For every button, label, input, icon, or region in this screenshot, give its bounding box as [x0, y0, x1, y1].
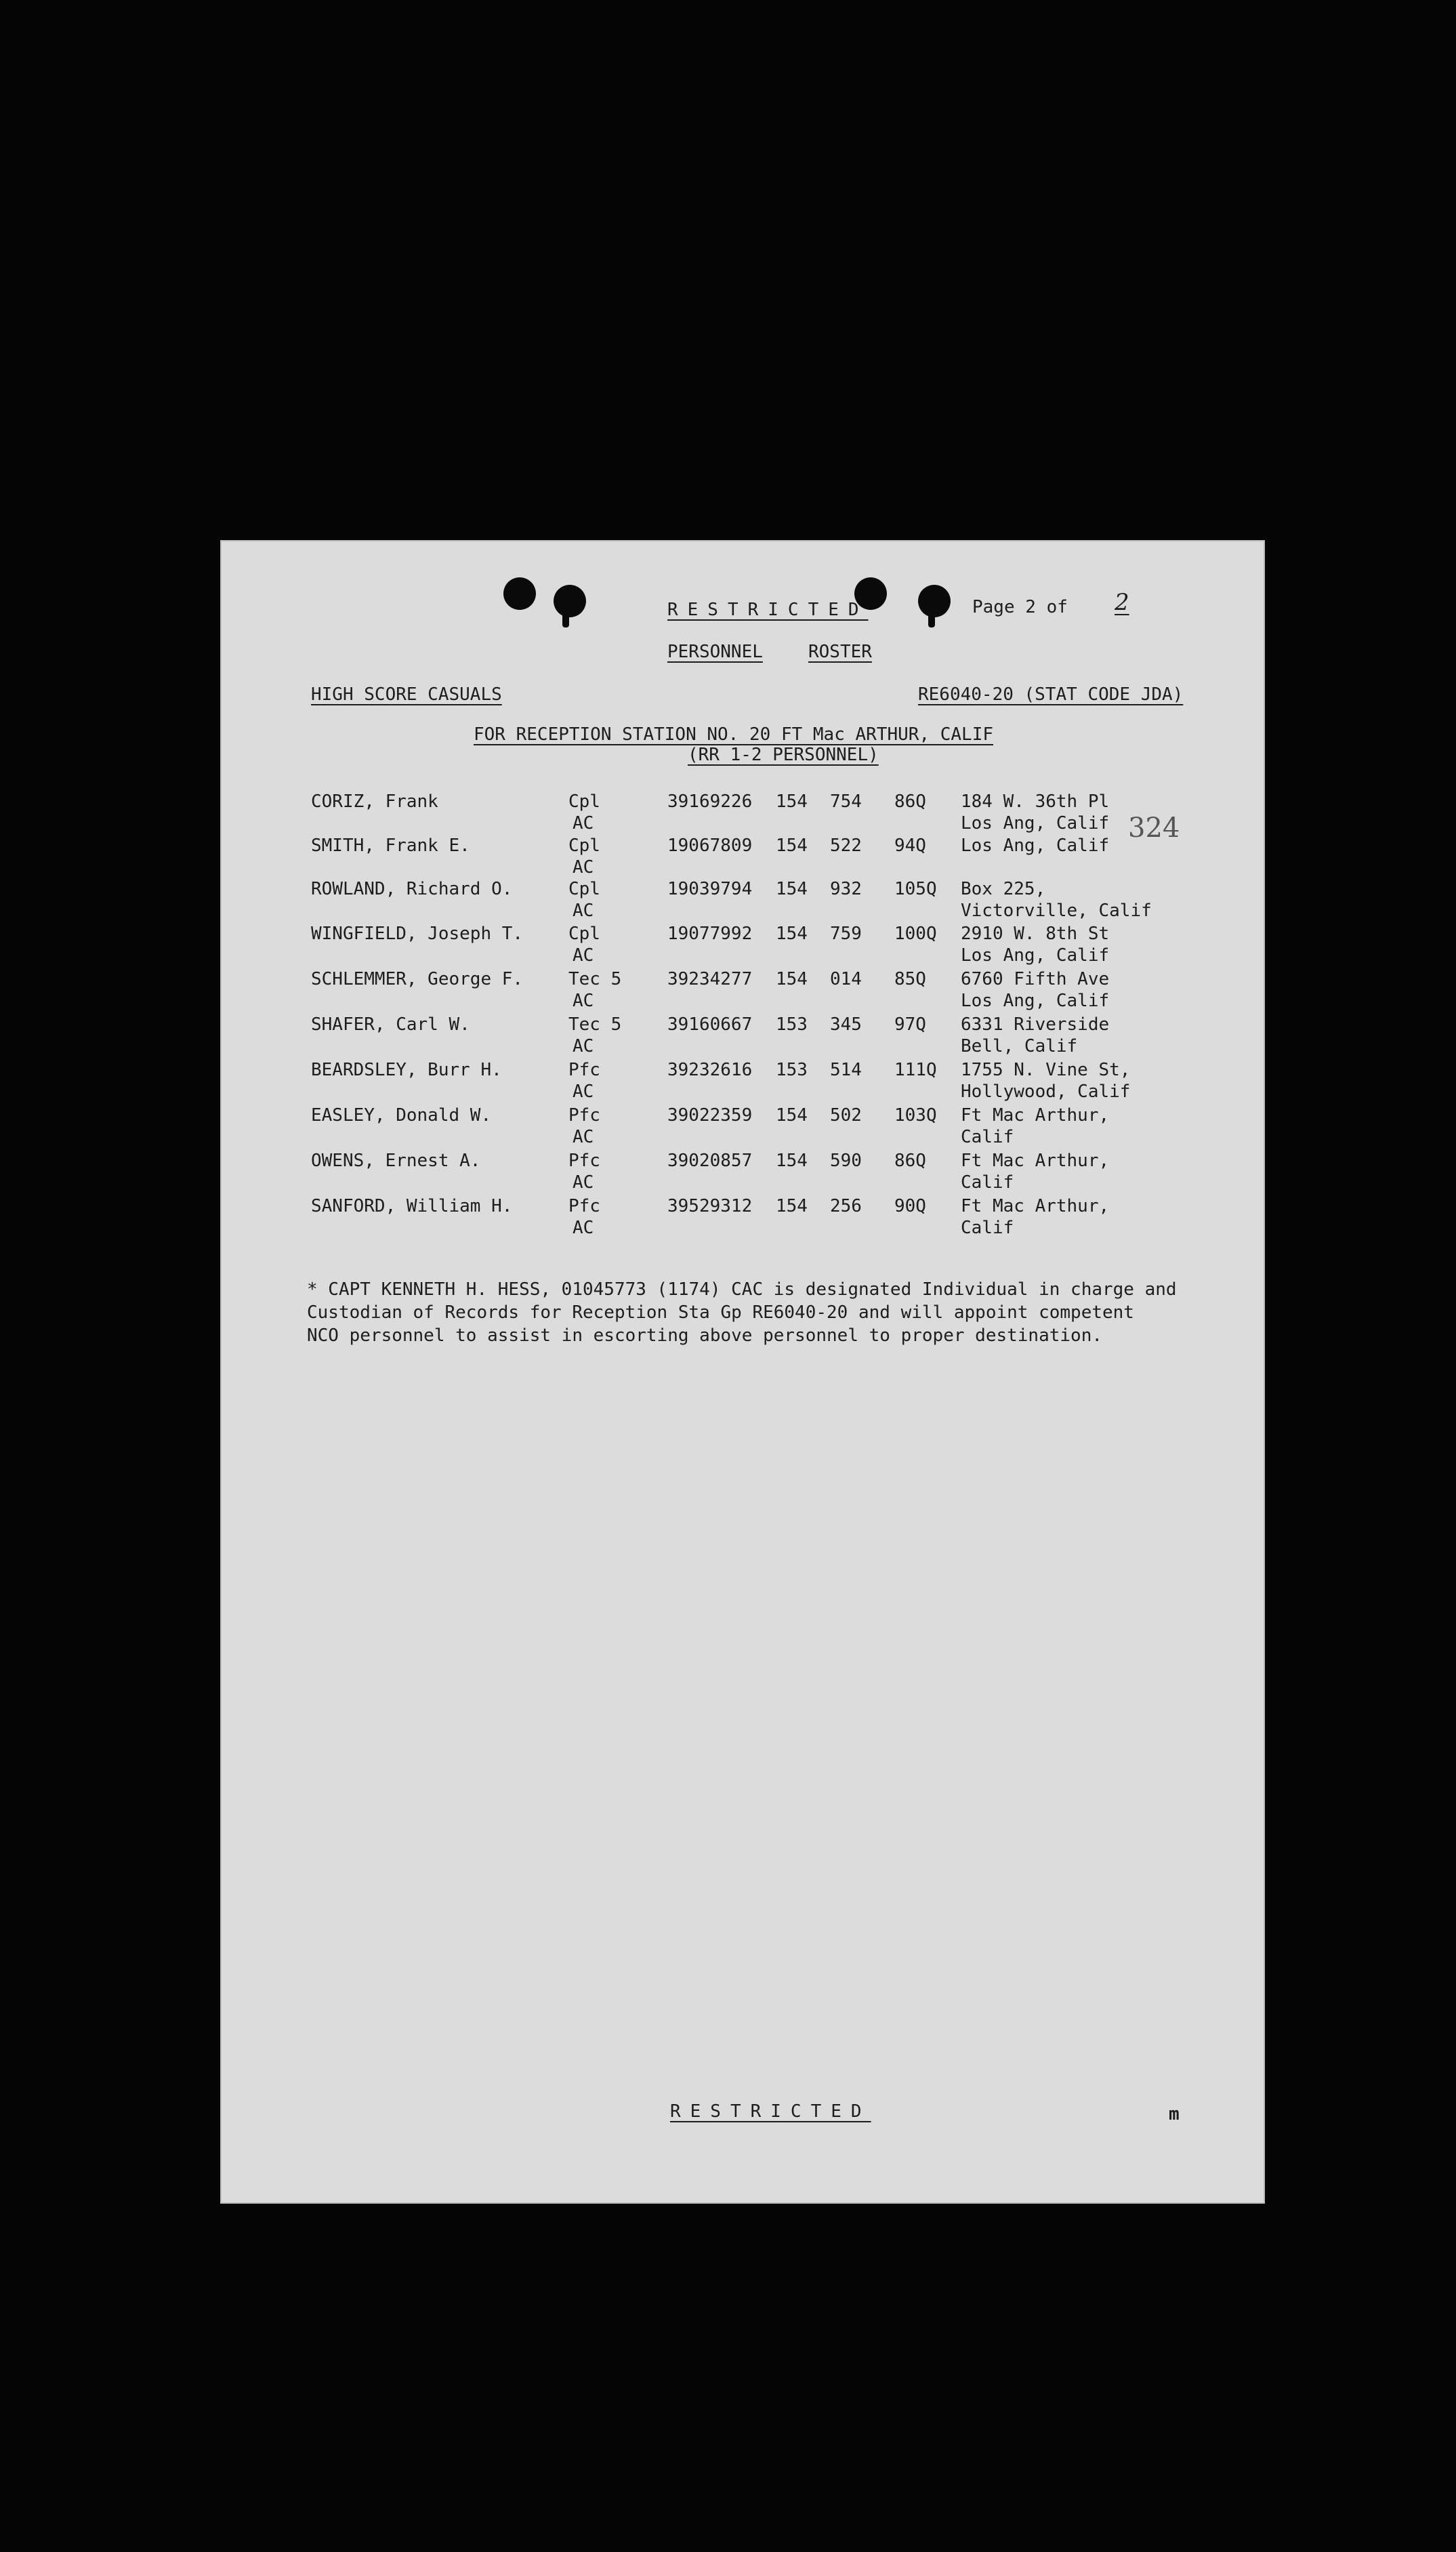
- roster-code-2: 514: [830, 1060, 862, 1080]
- roster-address-1: Ft Mac Arthur,: [961, 1105, 1110, 1126]
- roster-subtitle-personnel: PERSONNEL: [667, 642, 763, 662]
- roster-row: [220, 1151, 1265, 1194]
- roster-address-2: Los Ang, Calif: [961, 945, 1110, 966]
- roster-address-2: Calif: [961, 1127, 1014, 1147]
- roster-branch: AC: [573, 857, 594, 878]
- station-title: FOR RECEPTION STATION NO. 20 FT Mac ARTHUR, CALIF: [474, 724, 994, 745]
- roster-branch: AC: [573, 1172, 594, 1193]
- roster-code-2: 345: [830, 1014, 862, 1035]
- roster-code-2: 014: [830, 969, 862, 989]
- roster-rank: Cpl: [568, 836, 600, 856]
- roster-code-3: 86Q: [894, 791, 926, 812]
- roster-code-1: 154: [776, 791, 808, 812]
- left-title: HIGH SCORE CASUALS: [311, 684, 502, 705]
- roster-serial: 39160667: [667, 1014, 753, 1035]
- roster-code-1: 154: [776, 836, 808, 856]
- roster-name: WINGFIELD, Joseph T.: [311, 924, 524, 944]
- roster-rank: Cpl: [568, 791, 600, 812]
- roster-name: ROWLAND, Richard O.: [311, 879, 513, 899]
- roster-code-2: 932: [830, 879, 862, 899]
- roster-code-3: 100Q: [894, 924, 937, 944]
- roster-address-1: 6760 Fifth Ave: [961, 969, 1110, 989]
- roster-serial: 39169226: [667, 791, 753, 812]
- roster-address-2: Los Ang, Calif: [961, 991, 1110, 1011]
- roster-code-3: 86Q: [894, 1151, 926, 1171]
- roster-code-1: 154: [776, 969, 808, 989]
- roster-branch: AC: [573, 945, 594, 966]
- punch-hole: [928, 604, 935, 627]
- roster-code-1: 154: [776, 924, 808, 944]
- roster-code-3: 111Q: [894, 1060, 937, 1080]
- roster-serial: 19067809: [667, 836, 753, 856]
- roster-address-2: Bell, Calif: [961, 1036, 1078, 1056]
- roster-code-2: 256: [830, 1196, 862, 1216]
- roster-row: [220, 1196, 1265, 1239]
- roster-name: SHAFER, Carl W.: [311, 1014, 470, 1035]
- roster-row: [220, 836, 1265, 879]
- note-line: NCO personnel to assist in escorting above personnel to proper destination.: [307, 1325, 1102, 1346]
- roster-address-2: Hollywood, Calif: [961, 1082, 1131, 1102]
- roster-rank: Tec 5: [568, 969, 622, 989]
- roster-address-2: Calif: [961, 1218, 1014, 1238]
- roster-rank: Cpl: [568, 924, 600, 944]
- roster-branch: AC: [573, 901, 594, 921]
- roster-rank: Pfc: [568, 1105, 600, 1126]
- roster-code-2: 522: [830, 836, 862, 856]
- roster-name: EASLEY, Donald W.: [311, 1105, 492, 1126]
- roster-code-3: 90Q: [894, 1196, 926, 1216]
- footer-mark: m: [1169, 2104, 1180, 2124]
- roster-address-1: Los Ang, Calif: [961, 836, 1110, 856]
- roster-serial: 39529312: [667, 1196, 753, 1216]
- roster-code-2: 759: [830, 924, 862, 944]
- roster-serial: 39234277: [667, 969, 753, 989]
- punch-hole: [562, 604, 569, 627]
- roster-row: [220, 791, 1265, 835]
- roster-name: SANFORD, William H.: [311, 1196, 513, 1216]
- roster-code-1: 154: [776, 1151, 808, 1171]
- roster-code-1: 154: [776, 879, 808, 899]
- roster-address-2: Los Ang, Calif: [961, 813, 1110, 833]
- roster-address-1: 6331 Riverside: [961, 1014, 1110, 1035]
- roster-rank: Cpl: [568, 879, 600, 899]
- roster-code-3: 105Q: [894, 879, 937, 899]
- roster-branch: AC: [573, 1218, 594, 1238]
- page-label: Page 2 of: [972, 597, 1068, 617]
- roster-code-2: 590: [830, 1151, 862, 1171]
- roster-row: [220, 1105, 1265, 1149]
- restricted-header: RESTRICTED: [667, 600, 869, 620]
- roster-serial: 19077992: [667, 924, 753, 944]
- roster-code-2: 754: [830, 791, 862, 812]
- roster-serial: 39022359: [667, 1105, 753, 1126]
- roster-branch: AC: [573, 991, 594, 1011]
- right-title: RE6040-20 (STAT CODE JDA): [918, 684, 1184, 705]
- roster-rank: Tec 5: [568, 1014, 622, 1035]
- roster-serial: 39232616: [667, 1060, 753, 1080]
- roster-address-1: 1755 N. Vine St,: [961, 1060, 1131, 1080]
- roster-row: [220, 924, 1265, 967]
- roster-address-1: 184 W. 36th Pl: [961, 791, 1110, 812]
- punch-hole: [554, 585, 586, 617]
- roster-code-1: 154: [776, 1105, 808, 1126]
- page-total: 2: [1115, 589, 1129, 616]
- roster-code-1: 154: [776, 1196, 808, 1216]
- restricted-footer: RESTRICTED: [670, 2101, 871, 2122]
- roster-address-2: Calif: [961, 1172, 1014, 1193]
- roster-branch: AC: [573, 1036, 594, 1056]
- station-subtitle: (RR 1-2 PERSONNEL): [688, 745, 879, 765]
- margin-number: 324: [1128, 812, 1180, 844]
- roster-rank: Pfc: [568, 1060, 600, 1080]
- roster-code-3: 103Q: [894, 1105, 937, 1126]
- roster-rank: Pfc: [568, 1196, 600, 1216]
- note-line: * CAPT KENNETH H. HESS, 01045773 (1174) CAC is designated Individual in charge and: [307, 1279, 1177, 1300]
- roster-name: OWENS, Ernest A.: [311, 1151, 481, 1171]
- document-page: [220, 540, 1265, 2204]
- roster-address-1: 2910 W. 8th St: [961, 924, 1110, 944]
- roster-rank: Pfc: [568, 1151, 600, 1171]
- roster-row: [220, 1014, 1265, 1058]
- roster-name: CORIZ, Frank: [311, 791, 438, 812]
- roster-code-3: 97Q: [894, 1014, 926, 1035]
- roster-serial: 19039794: [667, 879, 753, 899]
- roster-branch: AC: [573, 1082, 594, 1102]
- roster-address-1: Ft Mac Arthur,: [961, 1196, 1110, 1216]
- roster-address-1: Ft Mac Arthur,: [961, 1151, 1110, 1171]
- roster-name: SCHLEMMER, George F.: [311, 969, 524, 989]
- roster-address-2: Victorville, Calif: [961, 901, 1152, 921]
- roster-subtitle-roster: ROSTER: [808, 642, 872, 662]
- roster-code-1: 153: [776, 1060, 808, 1080]
- punch-hole: [503, 577, 536, 610]
- roster-serial: 39020857: [667, 1151, 753, 1171]
- roster-code-2: 502: [830, 1105, 862, 1126]
- roster-code-1: 153: [776, 1014, 808, 1035]
- roster-code-3: 85Q: [894, 969, 926, 989]
- roster-code-3: 94Q: [894, 836, 926, 856]
- roster-name: BEARDSLEY, Burr H.: [311, 1060, 502, 1080]
- roster-name: SMITH, Frank E.: [311, 836, 470, 856]
- roster-row: [220, 879, 1265, 922]
- note-line: Custodian of Records for Reception Sta Gp RE6040-20 and will appoint competent: [307, 1302, 1134, 1323]
- roster-branch: AC: [573, 813, 594, 833]
- roster-row: [220, 969, 1265, 1012]
- roster-branch: AC: [573, 1127, 594, 1147]
- roster-row: [220, 1060, 1265, 1103]
- roster-address-1: Box 225,: [961, 879, 1046, 899]
